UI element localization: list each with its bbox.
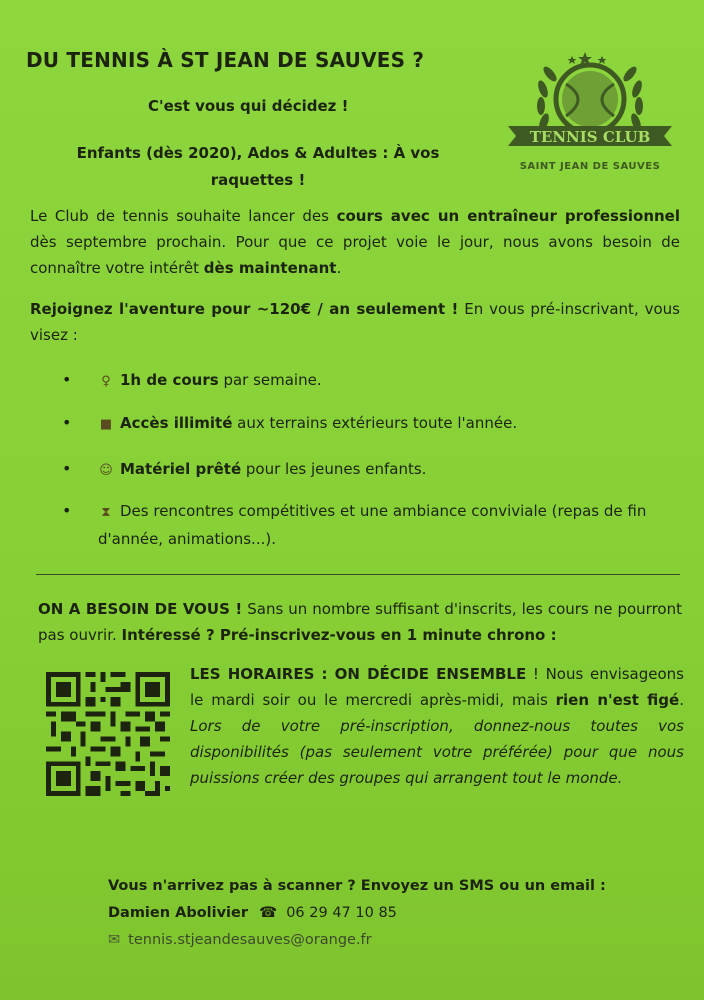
need-bold-1: ON A BESOIN DE VOUS ! — [38, 600, 243, 618]
bullet-dot: • — [62, 501, 72, 520]
intro-text-2: dès septembre prochain. Pour que ce projet voie le jour, nous avons besoin de connaître votre intérêt — [30, 233, 680, 277]
bullet-dot: • — [62, 370, 72, 389]
bullet-dot: • — [62, 413, 72, 432]
logo-club-name: TENNIS CLUB — [529, 128, 651, 146]
contact-name: Damien Abolivier — [108, 905, 249, 921]
schedule-bold-2: rien n'est figé — [555, 691, 680, 709]
offer-bold: Rejoignez l'aventure pour ~120€ / an seulement ! — [30, 300, 459, 318]
bullet-bold: Accès illimité — [120, 414, 233, 432]
intro-paragraph — [30, 203, 680, 281]
schedule-text-2: . — [679, 691, 684, 709]
contact-question: Vous n'arrivez pas à scanner ? Envoyez un SMS ou un email : — [108, 878, 606, 894]
email-icon: ✉ — [108, 932, 121, 948]
list-item — [62, 498, 682, 552]
bullet-text: pour les jeunes enfants. — [241, 460, 427, 478]
bullet-text: aux terrains extérieurs toute l'année. — [232, 414, 518, 432]
lock-icon: ■ — [99, 417, 113, 432]
bullet-text: par semaine. — [218, 371, 322, 389]
child-icon: ☺ — [99, 463, 113, 478]
schedule-paragraph — [190, 661, 684, 791]
audience-line: Enfants (dès 2020), Ados & Adultes : À vos raquettes ! — [76, 144, 440, 189]
tennis-club-logo — [500, 44, 680, 179]
schedule-bold-1: LES HORAIRES : ON DÉCIDE ENSEMBLE — [190, 665, 527, 683]
bullet-bold: 1h de cours — [120, 371, 219, 389]
intro-bold-1: cours avec un entraîneur professionnel — [336, 207, 681, 225]
section-divider — [36, 574, 680, 575]
contact-phone-line — [108, 900, 606, 927]
need-bold-2: Intéressé ? Pré-inscrivez-vous en 1 minute chrono : — [121, 626, 557, 644]
contact-email[interactable]: tennis.stjeandesauves@orange.fr — [128, 932, 372, 948]
intro-bold-2: dès maintenant — [203, 259, 337, 277]
offer-text: En vous pré-inscrivant, vous visez : — [30, 300, 680, 344]
offer-paragraph — [30, 296, 680, 348]
contact-block — [108, 873, 606, 954]
trophy-icon: ⧗ — [101, 505, 111, 520]
intro-text-1: Le Club de tennis souhaite lancer des — [30, 207, 337, 225]
need-text: Sans un nombre suffisant d'inscrits, les cours ne pourront pas ouvrir. — [38, 600, 682, 644]
bullet-dot: • — [62, 459, 72, 478]
need-paragraph — [38, 596, 682, 648]
bullet-text: Des rencontres compétitives et une ambiance conviviale (repas de fin d'année, animations...). — [98, 502, 647, 548]
contact-phone[interactable]: 06 29 47 10 85 — [286, 905, 397, 921]
racket-icon: ♀ — [101, 374, 111, 389]
contact-email-line — [108, 927, 606, 954]
list-item — [62, 456, 682, 484]
benefits-list — [62, 367, 682, 552]
logo-place-name: SAINT JEAN DE SAUVES — [519, 161, 661, 172]
list-item — [62, 410, 682, 438]
phone-icon: ☎ — [259, 905, 278, 921]
schedule-italic: Lors de votre pré-inscription, donnez-nous toutes vos disponibilités (pas seulement votre préférée) pour que nous puissions créer des groupes qui arrangent tout le monde. — [190, 717, 684, 787]
flyer-title: DU TENNIS À ST JEAN DE SAUVES ? — [26, 48, 425, 72]
bullet-bold: Matériel prêté — [120, 460, 242, 478]
schedule-text-1: ! Nous envisageons le mardi soir ou le mercredi après-midi, mais — [190, 665, 684, 709]
flyer-subtitle: C'est vous qui décidez ! — [148, 97, 349, 115]
list-item — [62, 367, 682, 395]
qr-code[interactable] — [46, 672, 170, 796]
intro-text-3: . — [336, 259, 342, 277]
